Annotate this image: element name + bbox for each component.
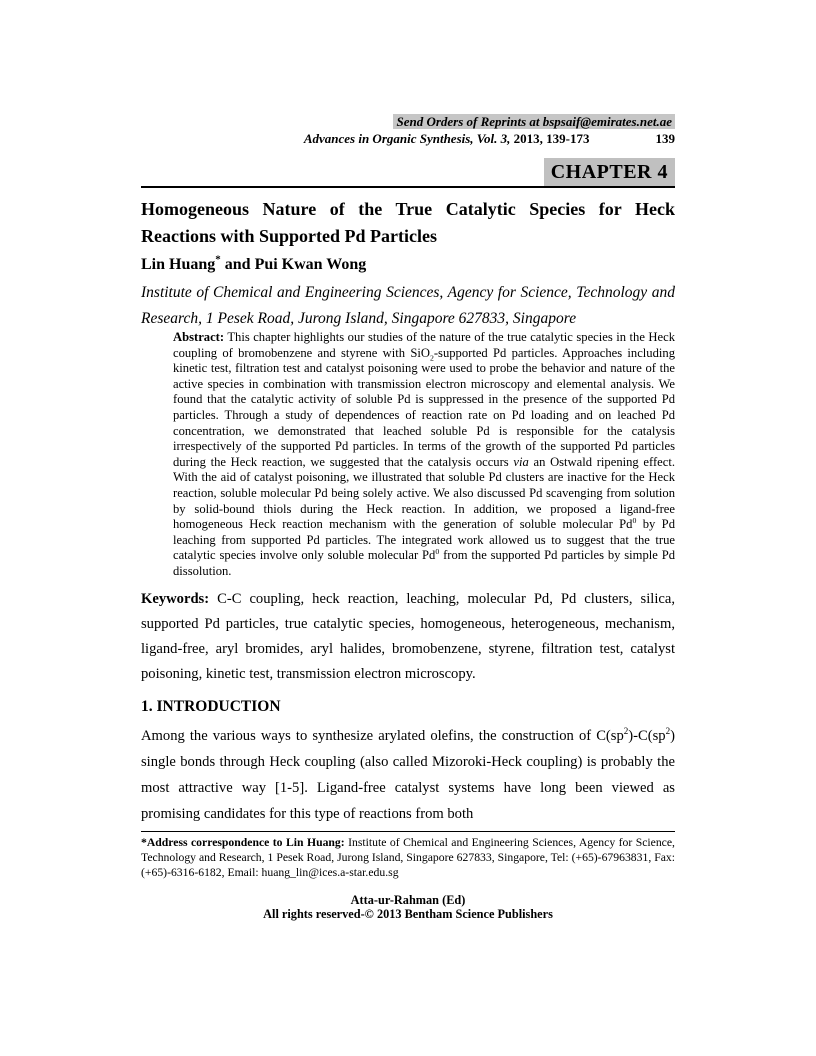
intro-text-3: ) single bonds through Heck coupling (also called Mizoroki-Heck coupling) is probably the most attractive way [1-5]. Ligand-free catalyst systems have long been viewed as promising candidates for this type of reactions from both bbox=[141, 727, 675, 822]
pd0-superscript-1: 0 bbox=[632, 515, 637, 525]
abstract-text-1: This chapter highlights our studies of the nature of the true catalytic species in the Heck coupling of bromobenzene and styrene with SiO bbox=[173, 330, 675, 360]
reprint-notice: Send Orders of Reprints at bspsaif@emirates.net.ae bbox=[393, 114, 675, 129]
header-row-2 bbox=[141, 131, 675, 146]
sp2-superscript-2: 2 bbox=[665, 725, 671, 736]
via-italic: via bbox=[513, 454, 529, 469]
journal-citation-year-pages: 2013, 139-173 bbox=[510, 131, 590, 146]
affiliation: Institute of Chemical and Engineering Sciences, Agency for Science, Technology and Research, 1 Pesek Road, Jurong Island, Singapore 627833, Singapore bbox=[141, 284, 675, 327]
keywords-text: C-C coupling, heck reaction, leaching, molecular Pd, Pd clusters, silica, supported Pd particles, true catalytic species, homogeneous, heterogeneous, mechanism, ligand-free, aryl bromides, aryl halides, bromobenzene, styrene, filtration test, catalyst poisoning, kinetic test, transmission electron microscopy. bbox=[141, 590, 675, 682]
chapter-header-rule bbox=[141, 158, 675, 188]
keywords bbox=[141, 587, 675, 687]
sio2-subscript: 2 bbox=[429, 353, 434, 363]
authors-line bbox=[141, 255, 675, 275]
pd0-superscript-2: 0 bbox=[435, 547, 440, 557]
abstract-text-5: from the supported Pd particles by simple Pd dissolution. bbox=[173, 548, 676, 578]
keywords-label: Keywords: bbox=[141, 590, 210, 607]
header-row-1 bbox=[141, 114, 675, 129]
abstract-text-2: -supported Pd particles. Approaches including kinetic test, filtration test and catalyst poisoning were used to probe the behavior and nature of the active species in combination with transmission electron microscopy and elemental analysis. We found that the catalytic activity of soluble Pd is suppressed in the presence of the supported Pd particles. Through a study of dependences of reaction rate on Pd loading and on leached Pd concentration, we demonstrated that leached soluble Pd is responsible for the catalysis irrespectively of the supported Pd particles. In terms of the growth of the supported Pd particles during the Heck reaction, we suggested that the catalysis occurs bbox=[173, 345, 675, 469]
corresponding-author-asterisk: * bbox=[215, 253, 221, 266]
author-name-2: and Pui Kwan Wong bbox=[220, 256, 367, 273]
sp2-superscript-1: 2 bbox=[623, 725, 629, 736]
abstract bbox=[173, 330, 675, 580]
abstract-text-4: by Pd leaching from supported Pd particles. The integrated work allowed us to suggest that the true catalytic species involve only soluble molecular Pd bbox=[173, 517, 675, 563]
journal-citation bbox=[304, 131, 590, 146]
footnote-text: Institute of Chemical and Engineering Sciences, Agency for Science, Technology and Research, 1 Pesek Road, Jurong Island, Singapore 627833, Singapore, Tel: (+65)-67963831, Fax: (+65)-6316-6182, Email: huang_lin@ices.a-star.edu.sg bbox=[141, 835, 675, 879]
intro-text-2: )-C(sp bbox=[628, 727, 666, 744]
intro-paragraph bbox=[141, 723, 675, 827]
footer-editor: Atta-ur-Rahman (Ed) bbox=[350, 892, 466, 907]
footnote-rule bbox=[141, 831, 675, 832]
correspondence-footnote bbox=[141, 835, 675, 880]
intro-text-1: Among the various ways to synthesize arylated olefins, the construction of C(sp bbox=[141, 727, 624, 744]
chapter-badge: CHAPTER 4 bbox=[544, 158, 675, 186]
footnote-label: *Address correspondence to Lin Huang: bbox=[141, 835, 345, 849]
page-number: 139 bbox=[655, 131, 675, 146]
footer-rights: All rights reserved-© 2013 Bentham Science Publishers bbox=[263, 906, 553, 921]
abstract-text-3: an Ostwald ripening effect. With the aid of catalyst poisoning, we illustrated that soluble Pd clusters are inactive for the Heck reaction, soluble molecular Pd being solely active. We also discussed Pd scavenging from solution by solid-bound thiols during the Heck reaction. In addition, we proposed a ligand-free homogeneous Heck reaction mechanism with the generation of soluble molecular Pd bbox=[173, 454, 675, 532]
section-heading-introduction: 1. INTRODUCTION bbox=[141, 697, 281, 715]
abstract-label: Abstract: bbox=[173, 330, 225, 344]
chapter-title: Homogeneous Nature of the True Catalytic Species for Heck Reactions with Supported Pd Particles bbox=[141, 199, 675, 246]
author-name-1: Lin Huang bbox=[141, 256, 216, 273]
publisher-footer bbox=[141, 893, 675, 921]
journal-citation-title: Advances in Organic Synthesis, Vol. 3, bbox=[303, 131, 511, 146]
